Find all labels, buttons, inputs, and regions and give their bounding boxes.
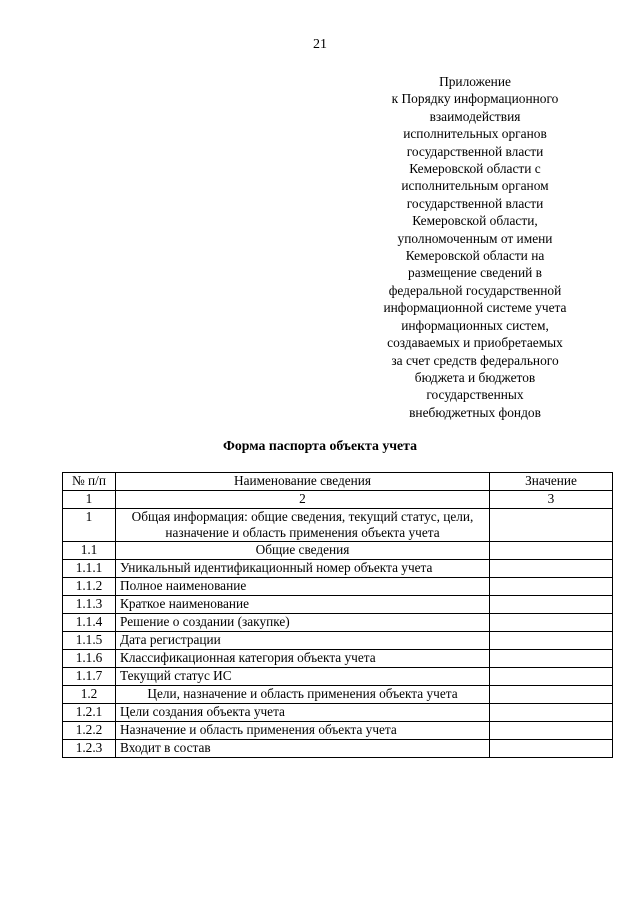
table-row [63, 632, 613, 650]
row-value [490, 509, 613, 542]
appendix-line: к Порядку информационного [391, 91, 559, 107]
table-row [63, 509, 613, 542]
row-number: 1.1 [63, 542, 116, 560]
appendix-line: Кемеровской области на [405, 248, 545, 264]
table-row [63, 578, 613, 596]
row-number: 1.1.5 [63, 632, 116, 650]
row-number: 1.2 [63, 686, 116, 704]
row-name: Общая информация: общие сведения, текущий статус, цели, назначение и область применения объекта учета [116, 509, 490, 542]
table-row [63, 722, 613, 740]
row-name: Решение о создании (закупке) [116, 614, 490, 632]
header-value: Значение [490, 473, 613, 491]
row-name: Входит в состав [116, 740, 490, 758]
row-name: Дата регистрации [116, 632, 490, 650]
table-row [63, 596, 613, 614]
appendix-line: Кемеровской области с [409, 161, 541, 177]
row-name: Уникальный идентификационный номер объекта учета [116, 560, 490, 578]
table-row [63, 704, 613, 722]
row-number: 1.1.7 [63, 668, 116, 686]
row-number: 1.1.3 [63, 596, 116, 614]
appendix-line: Приложение [439, 74, 511, 89]
row-name: Назначение и область применения объекта учета [116, 722, 490, 740]
appendix-line: информационной системе учета [383, 300, 567, 316]
header-name: Наименование сведения [116, 473, 490, 491]
row-value [490, 704, 613, 722]
row-number: 1.1.6 [63, 650, 116, 668]
appendix-line: бюджета и бюджетов [414, 369, 536, 385]
header-number: № п/п [63, 473, 116, 491]
appendix-line: создаваемых и приобретаемых [387, 335, 563, 351]
row-value [490, 542, 613, 560]
column-number: 3 [490, 491, 613, 509]
table-row [63, 560, 613, 578]
row-value [490, 686, 613, 704]
row-name: Цели создания объекта учета [116, 704, 490, 722]
row-value [490, 614, 613, 632]
appendix-line: внебюджетных фондов [409, 404, 541, 420]
appendix-line: федеральной государственной [388, 282, 562, 298]
row-name: Общие сведения [116, 542, 490, 560]
table-row [63, 740, 613, 758]
column-number: 1 [63, 491, 116, 509]
row-number: 1.2.1 [63, 704, 116, 722]
row-name: Текущий статус ИС [116, 668, 490, 686]
appendix-line: государственных [426, 387, 524, 403]
table-row [63, 542, 613, 560]
row-value [490, 596, 613, 614]
row-value [490, 650, 613, 668]
row-number: 1.2.3 [63, 740, 116, 758]
table-row [63, 668, 613, 686]
appendix-line: взаимодействия [429, 108, 521, 124]
column-numbers-row [63, 491, 613, 509]
table-row [63, 614, 613, 632]
appendix-line: исполнительных органов [403, 126, 547, 142]
column-number: 2 [116, 491, 490, 509]
appendix-line: Кемеровской области, [412, 213, 538, 229]
row-name: Классификационная категория объекта учета [116, 650, 490, 668]
row-number: 1.1.1 [63, 560, 116, 578]
row-name: Полное наименование [116, 578, 490, 596]
row-value [490, 722, 613, 740]
appendix-line: государственной власти [406, 195, 544, 211]
row-value [490, 560, 613, 578]
table-row [63, 686, 613, 704]
page-number: 21 [313, 37, 327, 52]
appendix-line: государственной власти [406, 143, 544, 159]
row-number: 1.1.2 [63, 578, 116, 596]
appendix-line: уполномоченным от имени [397, 230, 553, 246]
appendix-block [365, 73, 585, 421]
row-name: Краткое наименование [116, 596, 490, 614]
form-title: Форма паспорта объекта учета [223, 438, 417, 453]
row-value [490, 740, 613, 758]
table-row [63, 650, 613, 668]
row-value [490, 632, 613, 650]
appendix-line: исполнительным органом [401, 178, 549, 194]
table-header-row [63, 473, 613, 491]
row-number: 1.1.4 [63, 614, 116, 632]
row-number: 1 [63, 509, 116, 542]
passport-table [62, 472, 613, 758]
row-value [490, 668, 613, 686]
row-name: Цели, назначение и область применения объекта учета [116, 686, 490, 704]
row-number: 1.2.2 [63, 722, 116, 740]
appendix-line: за счет средств федерального [391, 352, 559, 368]
row-value [490, 578, 613, 596]
appendix-line: информационных систем, [401, 317, 549, 333]
appendix-line: размещение сведений в [408, 265, 542, 281]
